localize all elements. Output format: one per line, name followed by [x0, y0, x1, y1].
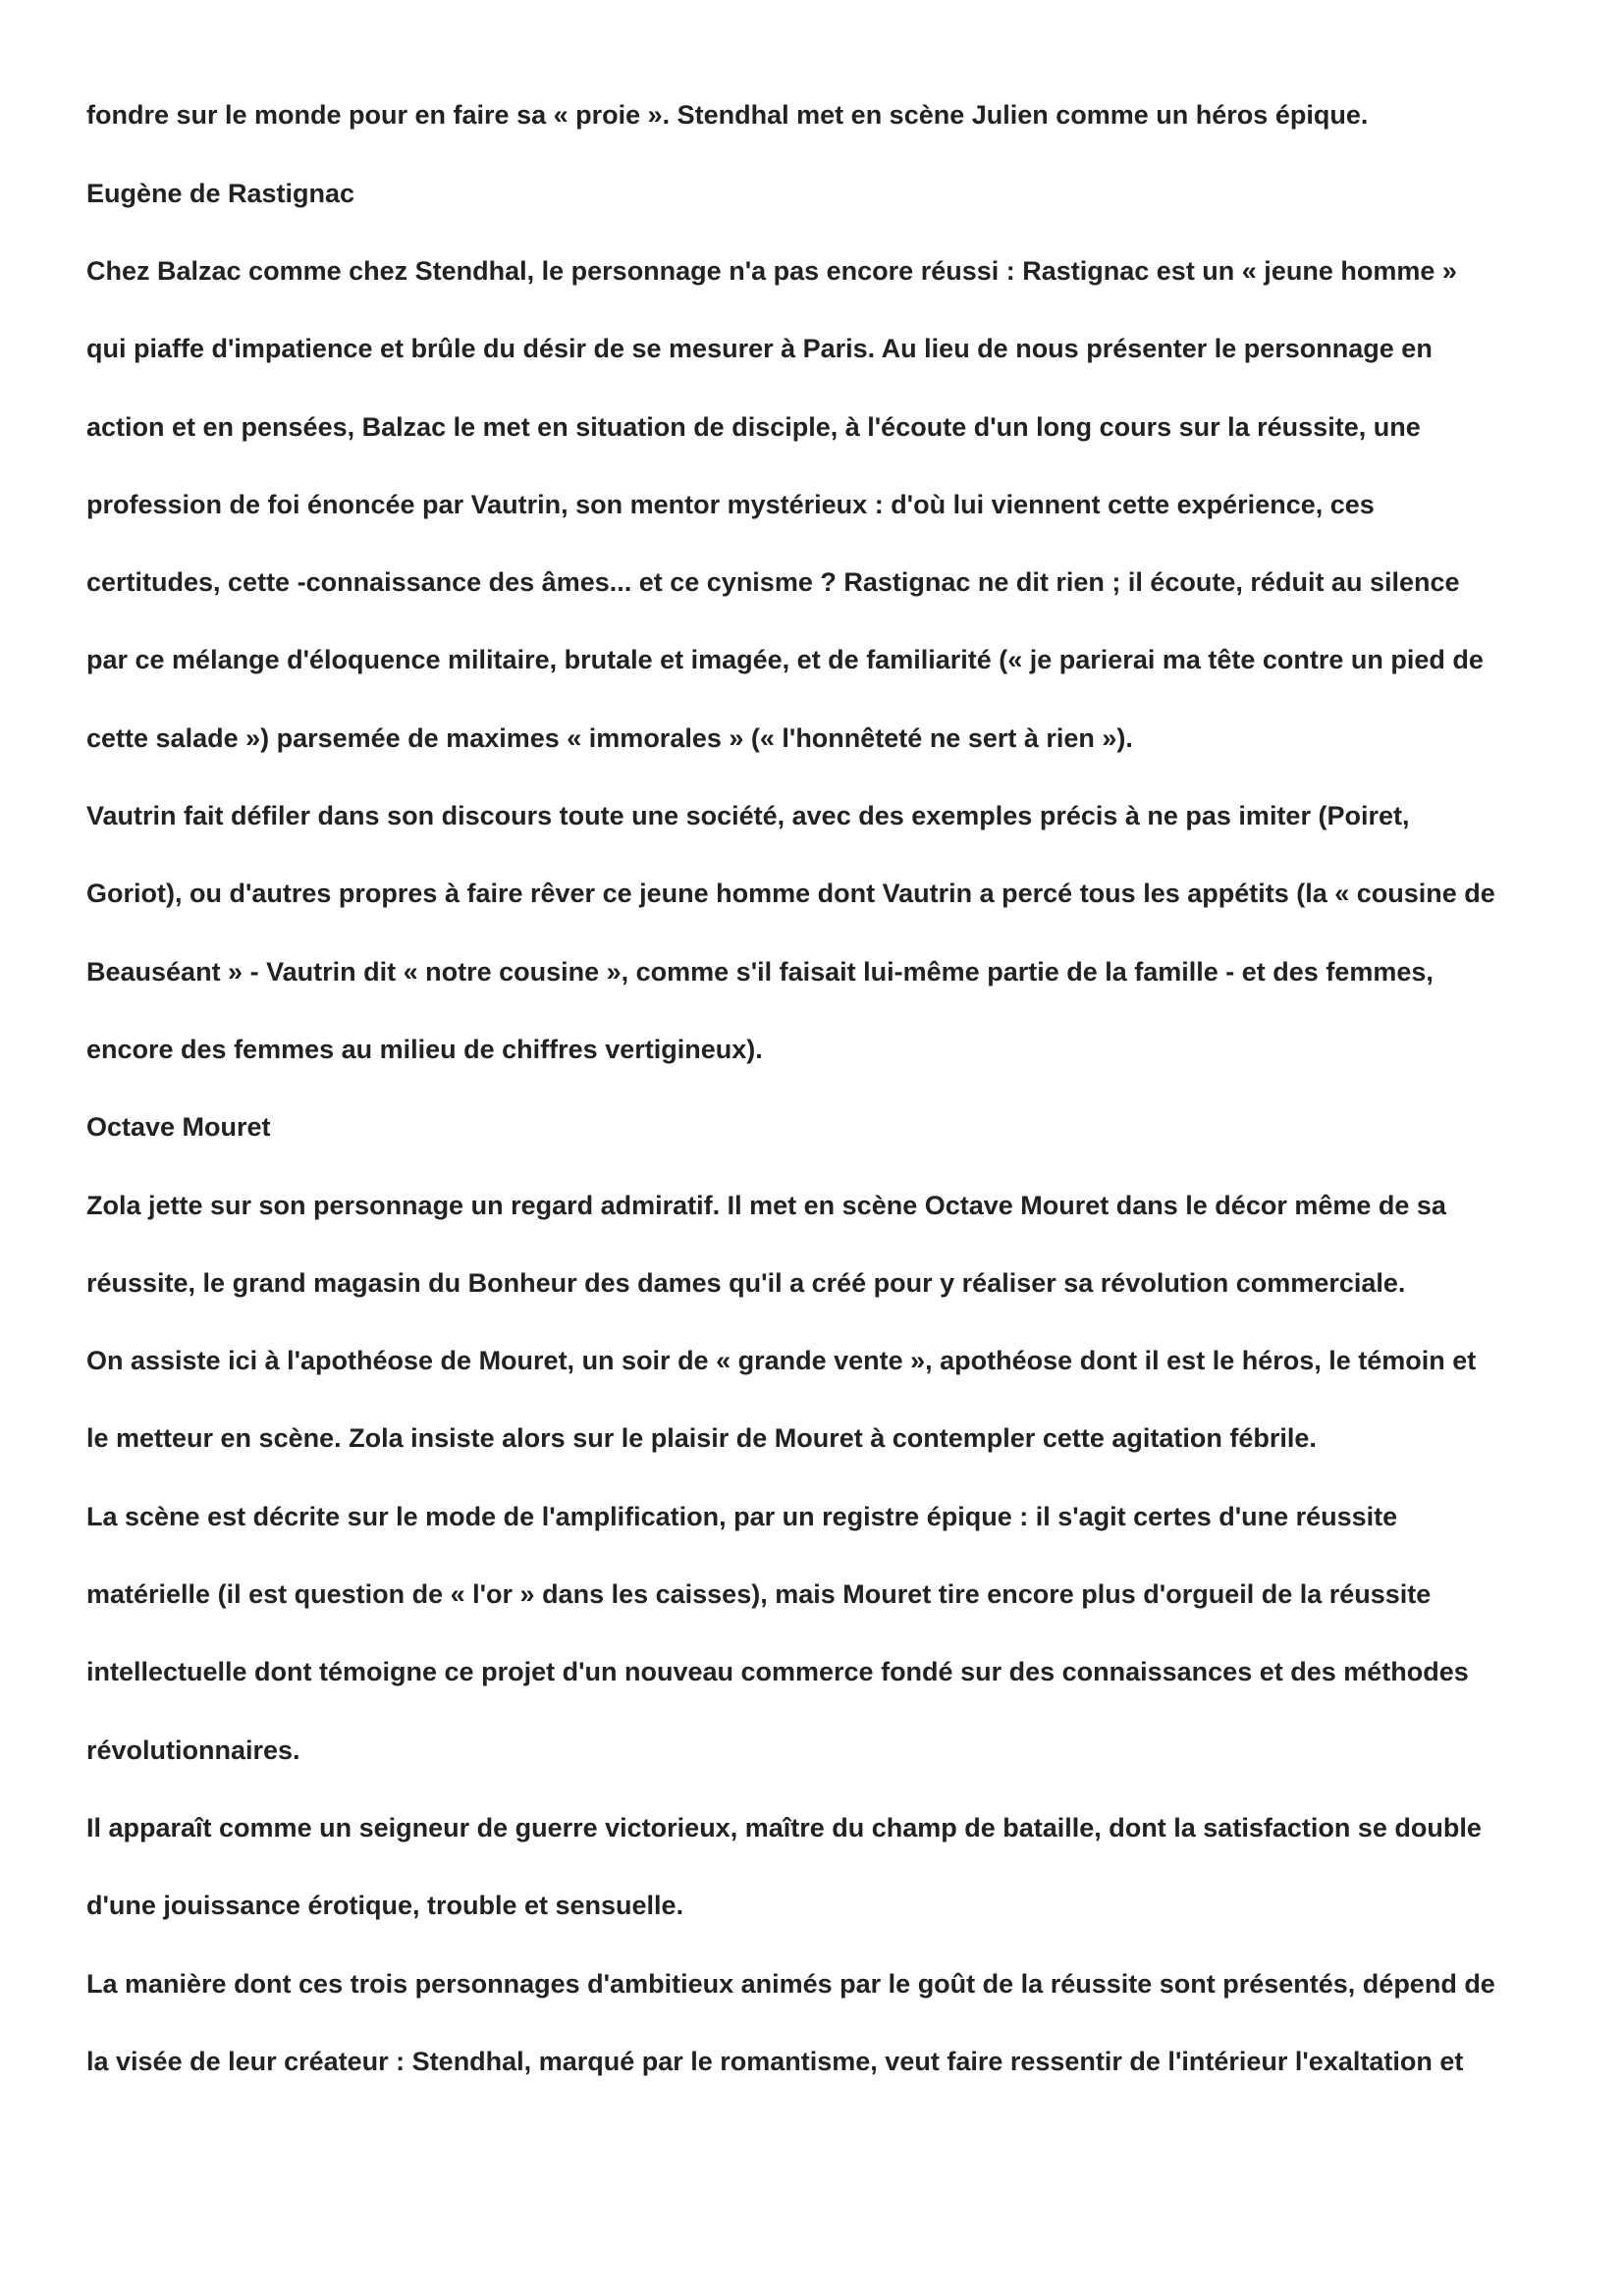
text-line: Zola jette sur son personnage un regard admiratif. Il met en scène Octave Mouret dans le décor même de sa [86, 1191, 1446, 1220]
text-line: par ce mélange d'éloquence militaire, brutale et imagée, et de familiarité (« je parierai ma tête contre un pied de [86, 645, 1484, 674]
text-line: matérielle (il est question de « l'or » dans les caisses), mais Mouret tire encore plus d'orgueil de la réussite [86, 1579, 1432, 1609]
text-line: La scène est décrite sur le mode de l'amplification, par un registre épique : il s'agit certes d'une réussite [86, 1502, 1398, 1531]
text-line: action et en pensées, Balzac le met en situation de disciple, à l'écoute d'un long cours sur la réussite, une [86, 412, 1421, 442]
text-line: Vautrin fait défiler dans son discours toute une société, avec des exemples précis à ne pas imiter (Poiret, [86, 801, 1410, 830]
text-line: Chez Balzac comme chez Stendhal, le personnage n'a pas encore réussi : Rastignac est un « jeune homme » [86, 256, 1457, 286]
text-line: réussite, le grand magasin du Bonheur des dames qu'il a créé pour y réaliser sa révolution commerciale. [86, 1268, 1406, 1298]
text-line: On assiste ici à l'apothéose de Mouret, un soir de « grande vente », apothéose dont il est le héros, le témoin et [86, 1346, 1477, 1375]
text-line: cette salade ») parsemée de maximes « immorales » (« l'honnêteté ne sert à rien »). [86, 723, 1133, 753]
text-line: Il apparaît comme un seigneur de guerre victorieux, maître du champ de bataille, dont la satisfaction se double [86, 1813, 1482, 1842]
text-line: intellectuelle dont témoigne ce projet d'un nouveau commerce fondé sur des connaissances et des méthodes [86, 1657, 1469, 1686]
text-line: qui piaffe d'impatience et brûle du désir de se mesurer à Paris. Au lieu de nous présenter le personnage en [86, 334, 1433, 363]
text-line: d'une jouissance érotique, trouble et sensuelle. [86, 1891, 684, 1920]
text-line: le metteur en scène. Zola insiste alors sur le plaisir de Mouret à contempler cette agitation fébrile. [86, 1423, 1317, 1453]
section-heading-rastignac: Eugène de Rastignac [86, 179, 355, 208]
text-line: La manière dont ces trois personnages d'ambitieux animés par le goût de la réussite sont présentés, dépend de [86, 1969, 1495, 1999]
text-line: la visée de leur créateur : Stendhal, marqué par le romantisme, veut faire ressentir de l'intérieur l'exaltation et [86, 2047, 1464, 2076]
text-line: révolutionnaires. [86, 1735, 300, 1765]
text-line: fondre sur le monde pour en faire sa « proie ». Stendhal met en scène Julien comme un héros épique. [86, 100, 1369, 130]
text-line: Goriot), ou d'autres propres à faire rêver ce jeune homme dont Vautrin a percé tous les appétits (la « cousine de [86, 879, 1495, 908]
text-line: Beauséant » - Vautrin dit « notre cousine », comme s'il faisait lui-même partie de la famille - et des femmes, [86, 957, 1434, 987]
text-line: profession de foi énoncée par Vautrin, son mentor mystérieux : d'où lui viennent cette expérience, ces [86, 490, 1375, 519]
text-line: certitudes, cette -connaissance des âmes... et ce cynisme ? Rastignac ne dit rien ; il écoute, réduit au silence [86, 567, 1460, 597]
section-heading-mouret: Octave Mouret [86, 1112, 271, 1142]
text-line: encore des femmes au milieu de chiffres vertigineux). [86, 1035, 763, 1064]
